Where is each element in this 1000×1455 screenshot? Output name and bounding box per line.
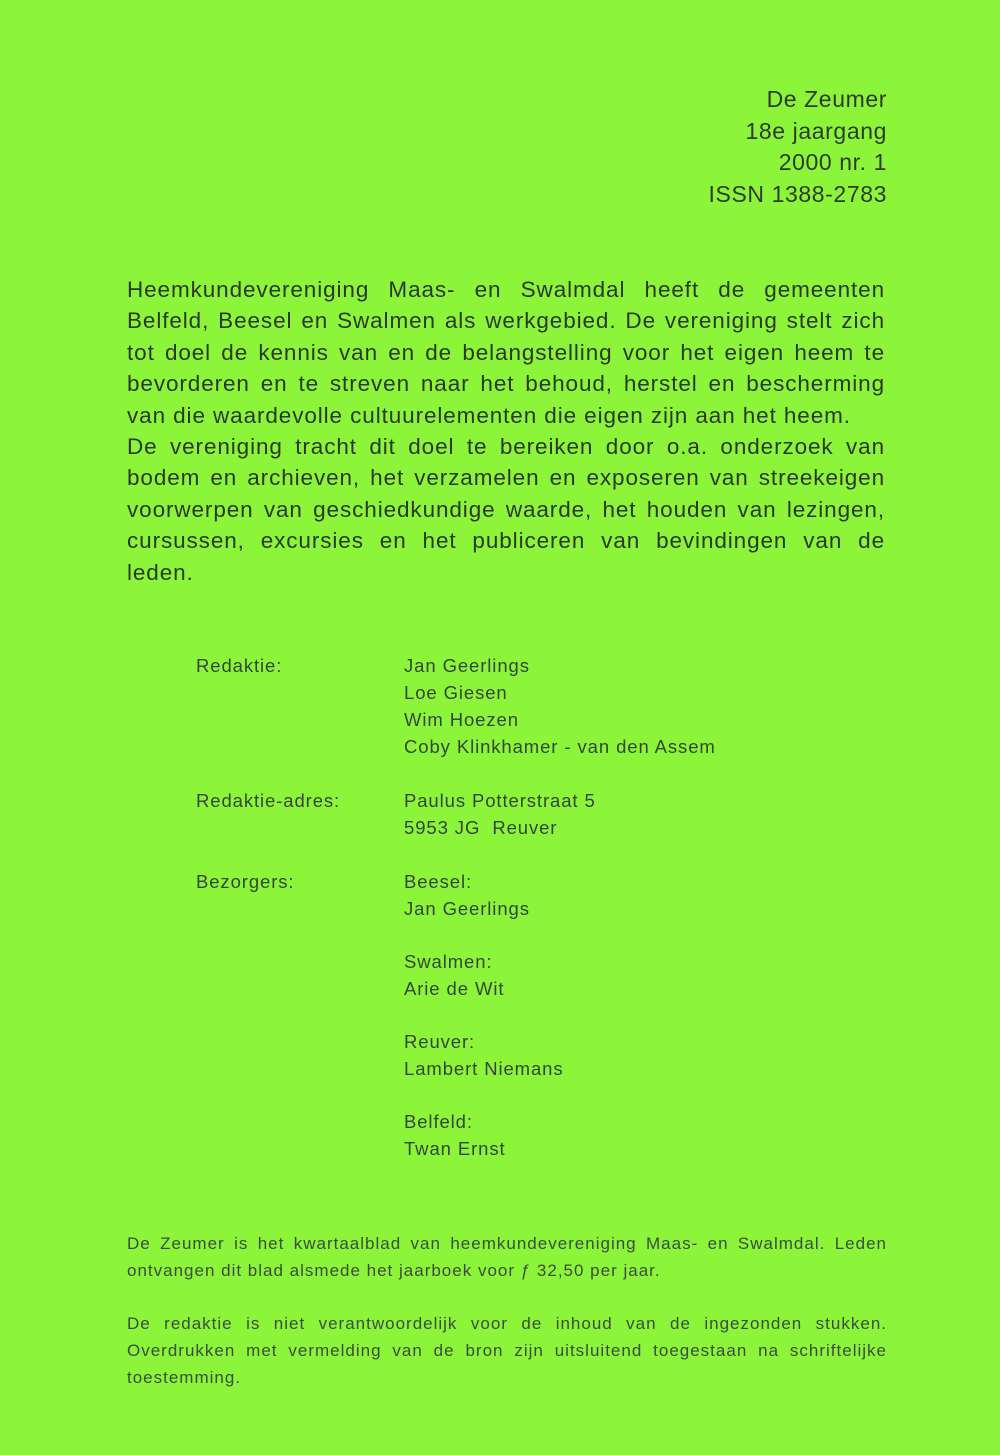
redaktie-member: Loe Giesen — [404, 682, 508, 703]
bezorger-place: Beesel: — [404, 871, 473, 892]
volume-label: 18e jaargang — [745, 117, 887, 144]
bezorgers-label: Bezorgers: — [196, 871, 295, 892]
bezorger-group — [404, 1028, 564, 1082]
footer-note-1-block — [127, 1230, 887, 1284]
bezorger-place: Belfeld: — [404, 1111, 473, 1132]
issn-label: ISSN 1388-2783 — [708, 180, 887, 207]
footer-note-2: De redaktie is niet verantwoordelijk voor de inhoud van de ingezonden stukken. Overdrukken met vermelding van de bron zijn uitsluitend toegestaan na schriftelijke toestemming. — [127, 1314, 887, 1387]
bezorger-person: Jan Geerlings — [404, 898, 530, 919]
redaktie-member: Jan Geerlings — [404, 655, 530, 676]
bezorger-group — [404, 868, 564, 922]
redaktie-member: Wim Hoezen — [404, 709, 519, 730]
bezorgers-values — [404, 868, 564, 1188]
bezorger-person: Lambert Niemans — [404, 1058, 564, 1079]
intro-paragraph-1: Heemkundevereniging Maas- en Swalmdal heeft de gemeenten Belfeld, Beesel en Swalmen als werkgebied. De vereniging stelt zich tot doel de kennis van en de belangstelling voor het eigen heem te bevorderen en te streven naar het behoud, herstel en bescherming van die waardevolle cultuurelementen die eigen zijn aan het heem. — [127, 277, 885, 428]
adres-street: Paulus Potterstraat 5 — [404, 790, 596, 811]
intro-paragraph-2: De vereniging tracht dit doel te bereiken door o.a. onderzoek van bodem en archieven, het verzamelen en exposeren van streekeigen voorwerpen van geschiedkundige waarde, het houden van lezingen, cursussen, excursies en het publiceren van bevindingen van de leden. — [127, 434, 885, 585]
issue-label: 2000 nr. 1 — [778, 149, 887, 175]
bezorger-place: Swalmen: — [404, 951, 493, 972]
footer-note-1: De Zeumer is het kwartaalblad van heemkundevereniging Maas- en Swalmdal. Leden ontvangen dit blad alsmede het jaarboek voor ƒ 32,50 per jaar. — [127, 1234, 887, 1280]
adres-values — [404, 787, 596, 841]
bezorger-group — [404, 1108, 564, 1162]
bezorger-place: Reuver: — [404, 1031, 476, 1052]
redaktie-member: Coby Klinkhamer - van den Assem — [404, 736, 716, 757]
footer-note-2-block — [127, 1310, 887, 1391]
adres-label: Redaktie-adres: — [196, 790, 341, 811]
publication-title: De Zeumer — [766, 86, 887, 112]
intro-text — [127, 274, 885, 588]
redaktie-members — [404, 652, 716, 760]
bezorger-person: Twan Ernst — [404, 1138, 506, 1159]
masthead — [709, 84, 887, 210]
bezorger-group — [404, 948, 564, 1002]
bezorger-person: Arie de Wit — [404, 978, 505, 999]
redaktie-label: Redaktie: — [196, 655, 283, 676]
adres-postal: 5953 JG Reuver — [404, 817, 558, 838]
